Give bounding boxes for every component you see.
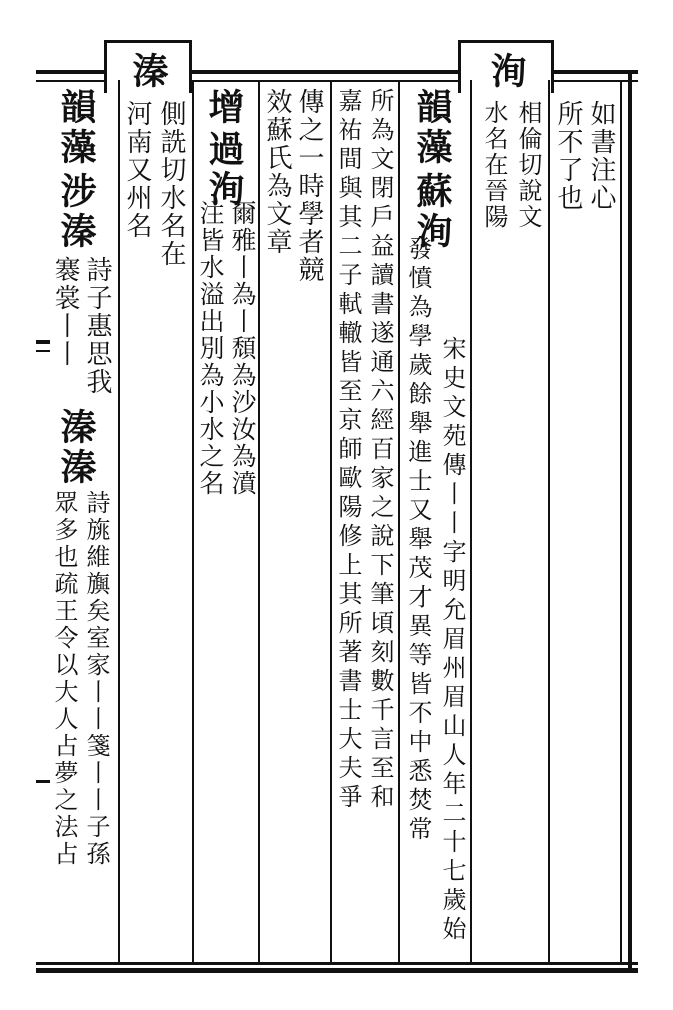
margin-mark [36, 340, 50, 344]
text-column-11a: 詩子惠思我 [82, 256, 112, 396]
text-column-10b: 河南又州名 [122, 100, 152, 240]
text-column-9b: 注皆水溢出別為小水之名 [196, 200, 225, 497]
heading-shezhen: 涉溱 [55, 172, 97, 252]
text-column-6: 嘉祐間與其二子軾轍皆至京師歐陽修上其所著書士大夫爭 [334, 88, 362, 813]
text-column-8: 效蘇氏為文章 [262, 88, 292, 256]
text-column-3a: 相倫切說文 [514, 100, 542, 230]
text-column-11c: 詩旐維旟矣室家丨丨箋丨丨子孫 [82, 490, 110, 868]
column-divider [192, 80, 194, 965]
text-column-5: 所為文閉戶益讀書遂通六經百家之說下筆頃刻數千言至和 [366, 88, 394, 813]
text-column-10a: 側詵切水名在 [156, 100, 186, 268]
margin-mark [36, 350, 50, 352]
text-column-11d: 眾多也疏王令以大人占夢之法占 [50, 490, 78, 868]
text-column-7: 傳之一時學者競 [294, 88, 324, 284]
heading-suxun: 蘇洵 [411, 172, 453, 252]
heading-yunzao: 韻藻 [411, 88, 453, 168]
column-divider [470, 80, 472, 965]
heading-xun: 洵 [485, 52, 527, 92]
right-border [628, 70, 632, 973]
column-divider [398, 80, 400, 965]
text-column-3b: 水名在晉陽 [480, 100, 508, 230]
heading-guoxun: 過洵 [203, 130, 245, 210]
text-column-9a: 爾雅丨為丨頹為沙汝為濆 [228, 200, 257, 497]
heading-zhen: 溱 [127, 52, 169, 92]
text-column-11b: 褰裳丨丨 [50, 256, 80, 368]
column-divider [548, 80, 550, 965]
column-divider [258, 80, 260, 965]
text-column-2: 所不了也 [553, 100, 583, 212]
column-divider [330, 80, 332, 965]
margin-mark [36, 780, 50, 783]
heading-zhenzhen: 溱溱 [55, 408, 97, 488]
column-divider [118, 80, 120, 965]
text-column-1: 如書注心 [586, 100, 616, 212]
right-border-thin [620, 80, 622, 965]
heading-yunzao-2: 韻藻 [55, 88, 97, 168]
heading-zeng: 增 [203, 88, 245, 128]
text-column-4b: 發憤為學歲餘舉進士又舉茂才異等皆不中悉焚常 [404, 236, 432, 845]
text-column-4a: 宋史文苑傳丨丨字明允眉州眉山人年二十七歲始 [438, 336, 466, 945]
bottom-border-thick [36, 968, 638, 973]
